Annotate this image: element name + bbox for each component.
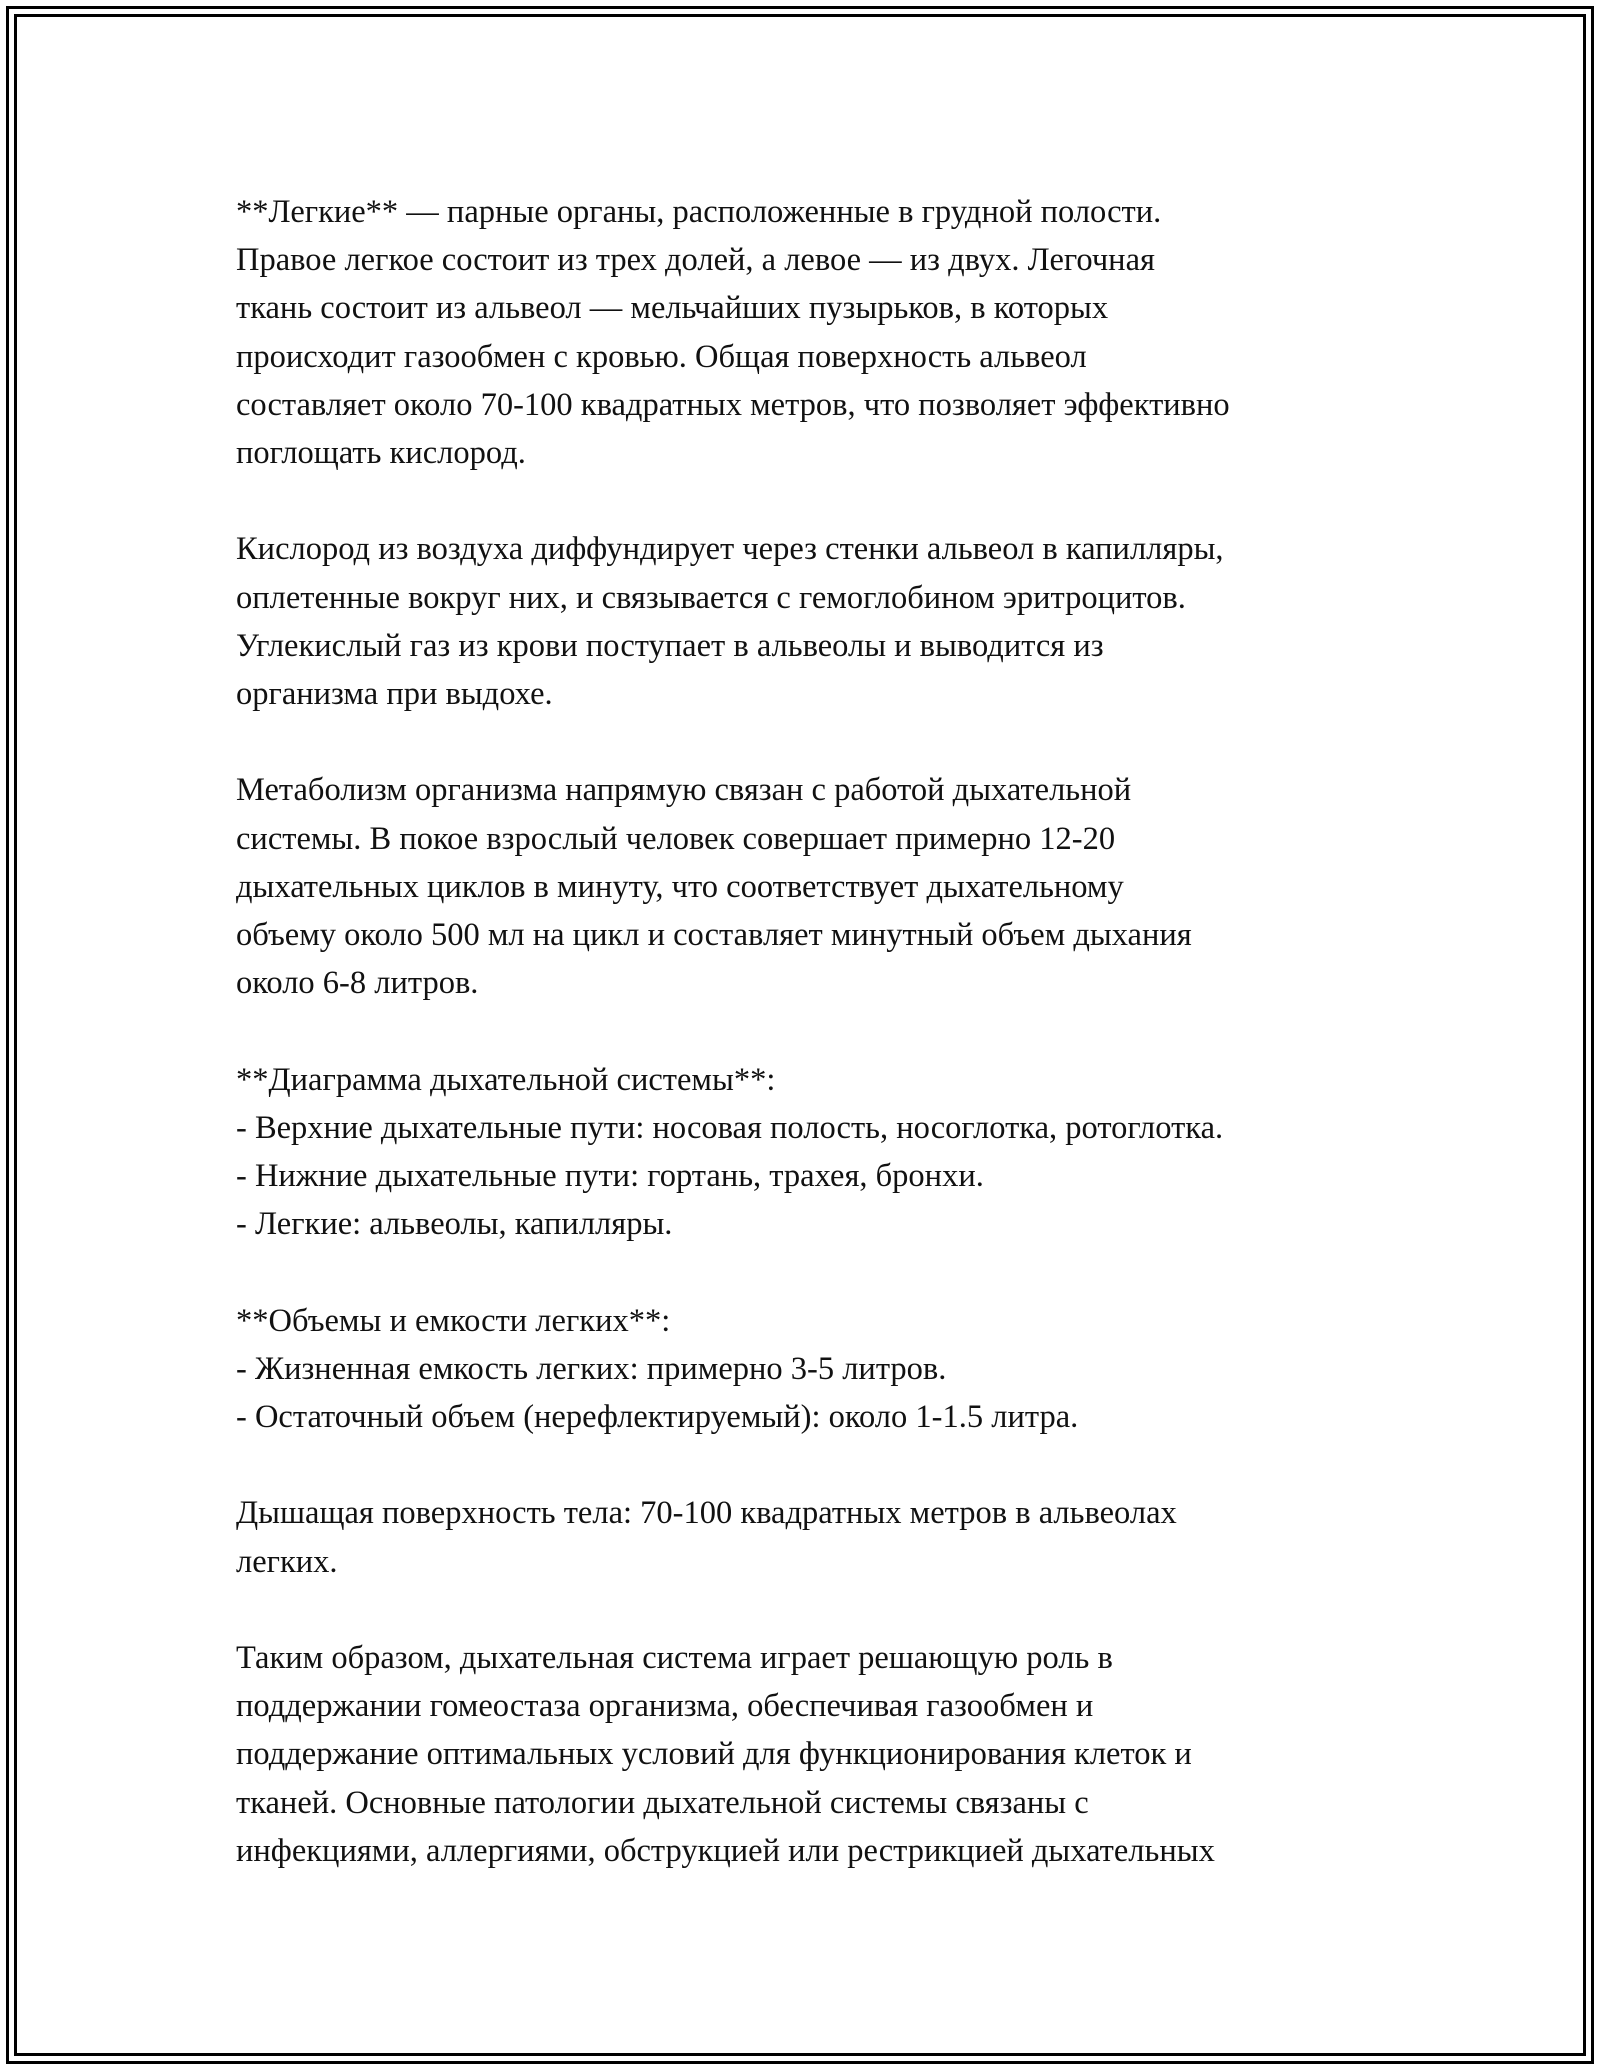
list-heading: **Диаграмма дыхательной системы**:	[236, 1061, 776, 1098]
list-item: - Нижние дыхательные пути: гортань, трахея, бронхи.	[236, 1158, 984, 1195]
text-line: инфекциями, аллергиями, обструкцией или рестрикцией дыхательных	[236, 1832, 1215, 1869]
list-item: - Остаточный объем (нерефлектируемый): около 1-1.5 литра.	[236, 1399, 1079, 1436]
text-line: поддержании гомеостаза организма, обеспечивая газообмен и	[236, 1688, 1094, 1725]
text-line: составляет около 70-100 квадратных метров, что позволяет эффективно	[236, 386, 1230, 423]
text-line: Таким образом, дыхательная система играет решающую роль в	[236, 1640, 1113, 1676]
text-line: дыхательных циклов в минуту, что соответствует дыхательному	[236, 868, 1124, 905]
text-line: Кислород из воздуха диффундирует через стенки альвеол в капилляры,	[236, 531, 1224, 568]
text-line: легких.	[236, 1543, 338, 1580]
text-line: поглощать кислород.	[236, 435, 526, 472]
text-line: поддержание оптимальных условий для функционирования клеток и	[236, 1736, 1192, 1773]
paragraph-conclusion	[236, 1634, 1376, 1875]
list-item: - Легкие: альвеолы, капилляры.	[236, 1206, 673, 1243]
text-line: тканей. Основные патологии дыхательной системы связаны с	[236, 1784, 1089, 1821]
text-line: организма при выдохе.	[236, 676, 553, 713]
text-line: объему около 500 мл на цикл и составляет минутный объем дыхания	[236, 917, 1192, 954]
paragraph-lungs	[236, 188, 1376, 477]
paragraph-volumes-list	[236, 1297, 1376, 1442]
paragraph-surface	[236, 1489, 1376, 1585]
text-line: ткань состоит из альвеол — мельчайших пузырьков, в которых	[236, 290, 1109, 327]
paragraph-diagram-list	[236, 1056, 1376, 1249]
text-line: оплетенные вокруг них, и связывается с гемоглобином эритроцитов.	[236, 579, 1186, 616]
text-line: системы. В покое взрослый человек совершает примерно 12-20	[236, 820, 1116, 857]
text-line: Углекислый газ из крови поступает в альвеолы и выводится из	[236, 627, 1104, 664]
text-line: Дышащая поверхность тела: 70-100 квадратных метров в альвеолах	[236, 1495, 1177, 1532]
text-line: происходит газообмен с кровью. Общая поверхность альвеол	[236, 338, 1087, 375]
text-line: Правое легкое состоит из трех долей, а левое — из двух. Легочная	[236, 242, 1155, 279]
text-line: около 6-8 литров.	[236, 965, 479, 1002]
list-item: - Жизненная емкость легких: примерно 3-5 литров.	[236, 1350, 947, 1387]
paragraph-oxygen	[236, 525, 1376, 718]
list-heading: **Объемы и емкости легких**:	[236, 1302, 671, 1339]
text-line: Метаболизм организма напрямую связан с работой дыхательной	[236, 772, 1132, 809]
document-body	[236, 188, 1376, 1923]
list-item: - Верхние дыхательные пути: носовая полость, носоглотка, ротоглотка.	[236, 1109, 1224, 1146]
text-line: **Легкие** — парные органы, расположенные в грудной полости.	[236, 194, 1162, 230]
paragraph-metabolism	[236, 766, 1376, 1007]
